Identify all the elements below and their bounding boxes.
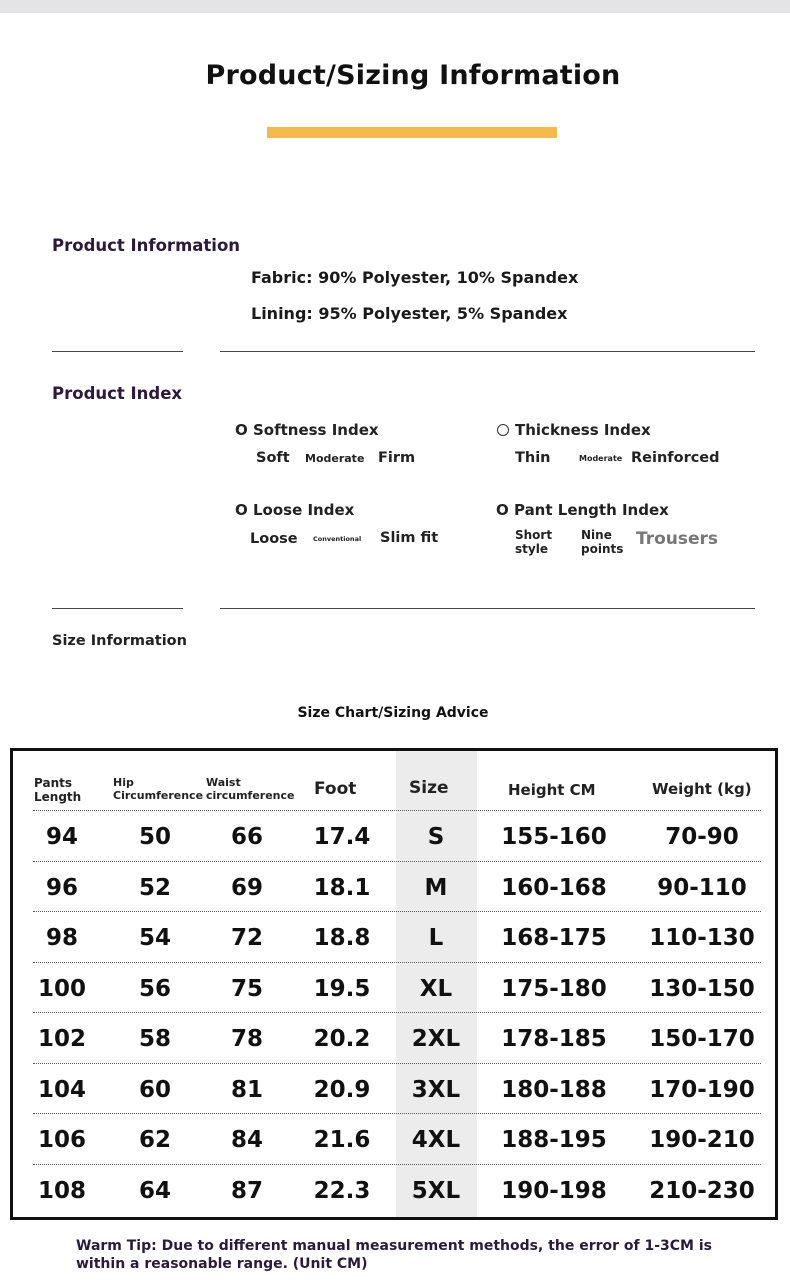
pant-length-option-trousers: Trousers (636, 529, 719, 549)
row-separator (33, 962, 761, 963)
thickness-option-moderate: Moderate (579, 454, 623, 463)
thickness-index-label: Thickness Index (515, 421, 651, 439)
cell-waist: 78 (230, 1026, 263, 1052)
cell-weight: 170-190 (649, 1076, 755, 1103)
cell-size: L (428, 925, 444, 951)
cell-pants-length: 106 (37, 1127, 86, 1153)
cell-size: M (424, 874, 448, 901)
product-information-heading: Product Information (52, 236, 241, 255)
row-separator (33, 1164, 761, 1165)
cell-foot: 17.4 (313, 824, 371, 850)
cell-hip: 60 (138, 1076, 171, 1103)
pant-length-option-nine-points: Nine points (581, 528, 624, 556)
cell-hip: 52 (138, 874, 171, 901)
cell-waist: 84 (230, 1127, 263, 1153)
thickness-option-thin: Thin (515, 450, 551, 466)
pant-length-option-short: Short style (515, 528, 553, 556)
cell-height: 190-198 (501, 1177, 607, 1204)
product-index-heading: Product Index (52, 384, 183, 403)
cell-height: 155-160 (501, 824, 607, 850)
cell-waist: 87 (230, 1177, 263, 1204)
cell-pants-length: 94 (45, 824, 78, 850)
cell-hip: 58 (138, 1026, 171, 1052)
cell-foot: 18.1 (313, 874, 371, 901)
row-separator (33, 1012, 761, 1013)
cell-size: 2XL (411, 1026, 461, 1052)
cell-waist: 66 (230, 824, 263, 850)
cell-size: 3XL (411, 1076, 461, 1103)
loose-index-title: O Loose Index (235, 501, 355, 519)
cell-weight: 90-110 (657, 874, 747, 901)
cell-weight: 210-230 (649, 1177, 755, 1204)
cell-hip: 50 (138, 824, 171, 850)
header-pants-length: Pants Length (34, 776, 82, 804)
row-separator (33, 861, 761, 862)
cell-pants-length: 98 (45, 925, 78, 951)
cell-foot: 22.3 (313, 1177, 371, 1204)
divider-right-1 (220, 351, 755, 352)
divider-left-1 (52, 351, 183, 352)
lining-line: Lining: 95% Polyester, 5% Spandex (251, 304, 568, 323)
cell-height: 175-180 (501, 975, 607, 1002)
row-separator (33, 810, 761, 811)
cell-hip: 64 (138, 1177, 171, 1204)
cell-height: 188-195 (501, 1127, 607, 1153)
loose-option-slim-fit: Slim fit (380, 530, 439, 546)
thickness-option-reinforced: Reinforced (631, 450, 720, 466)
size-information-heading: Size Information (52, 633, 187, 649)
cell-weight: 70-90 (665, 824, 739, 850)
cell-foot: 20.2 (313, 1026, 371, 1052)
header-weight: Weight (kg) (652, 780, 752, 798)
header-foot: Foot (314, 779, 357, 799)
cell-pants-length: 100 (37, 975, 86, 1002)
cell-pants-length: 108 (37, 1177, 86, 1204)
header-hip-circumference: Hip Circumference (113, 776, 204, 802)
cell-hip: 54 (138, 925, 171, 951)
cell-waist: 72 (230, 925, 263, 951)
cell-pants-length: 96 (45, 874, 78, 901)
cell-weight: 190-210 (649, 1127, 755, 1153)
row-separator (33, 1113, 761, 1114)
cell-size: 4XL (411, 1127, 461, 1153)
cell-weight: 150-170 (649, 1026, 755, 1052)
cell-hip: 62 (138, 1127, 171, 1153)
cell-pants-length: 102 (37, 1026, 86, 1052)
cell-height: 180-188 (501, 1076, 607, 1103)
softness-option-firm: Firm (378, 450, 416, 466)
cell-waist: 81 (230, 1076, 263, 1103)
cell-size: 5XL (411, 1177, 461, 1204)
page-title: Product/Sizing Information (205, 60, 621, 91)
softness-index-title: O Softness Index (235, 421, 379, 439)
cell-weight: 130-150 (649, 975, 755, 1002)
row-separator (33, 911, 761, 912)
loose-option-loose: Loose (250, 531, 298, 547)
size-chart-table (10, 748, 778, 1220)
divider-right-2 (220, 608, 755, 609)
cell-foot: 18.8 (313, 925, 371, 951)
cell-height: 160-168 (501, 874, 607, 901)
row-separator (33, 1063, 761, 1064)
header-waist-circumference: Waist circumference (206, 776, 295, 802)
header-size: Size (409, 778, 449, 798)
softness-option-moderate: Moderate (305, 452, 365, 465)
cell-height: 168-175 (501, 925, 607, 951)
loose-option-conventional: Conventional (313, 535, 362, 543)
cell-waist: 75 (230, 975, 263, 1002)
cell-foot: 20.9 (313, 1076, 371, 1103)
divider-left-2 (52, 608, 183, 609)
cell-pants-length: 104 (37, 1076, 86, 1103)
cell-waist: 69 (230, 874, 263, 901)
cell-height: 178-185 (501, 1026, 607, 1052)
cell-foot: 19.5 (313, 975, 371, 1002)
fabric-line: Fabric: 90% Polyester, 10% Spandex (251, 268, 579, 287)
title-accent-bar (267, 127, 557, 138)
warm-tip: Warm Tip: Due to different manual measurement methods, the error of 1-3CM is within a reasonable range. (Unit CM) (76, 1238, 712, 1272)
cell-size: XL (419, 975, 453, 1002)
top-bar (0, 0, 790, 13)
size-chart-caption: Size Chart/Sizing Advice (297, 705, 489, 721)
pant-length-index-title: O Pant Length Index (496, 501, 669, 519)
thickness-index-title (497, 421, 651, 439)
cell-size: S (427, 824, 445, 850)
header-height: Height CM (508, 781, 596, 799)
softness-option-soft: Soft (256, 450, 290, 466)
cell-weight: 110-130 (649, 925, 755, 951)
cell-hip: 56 (138, 975, 171, 1002)
cell-foot: 21.6 (313, 1127, 371, 1153)
radio-circle-icon (497, 424, 509, 436)
